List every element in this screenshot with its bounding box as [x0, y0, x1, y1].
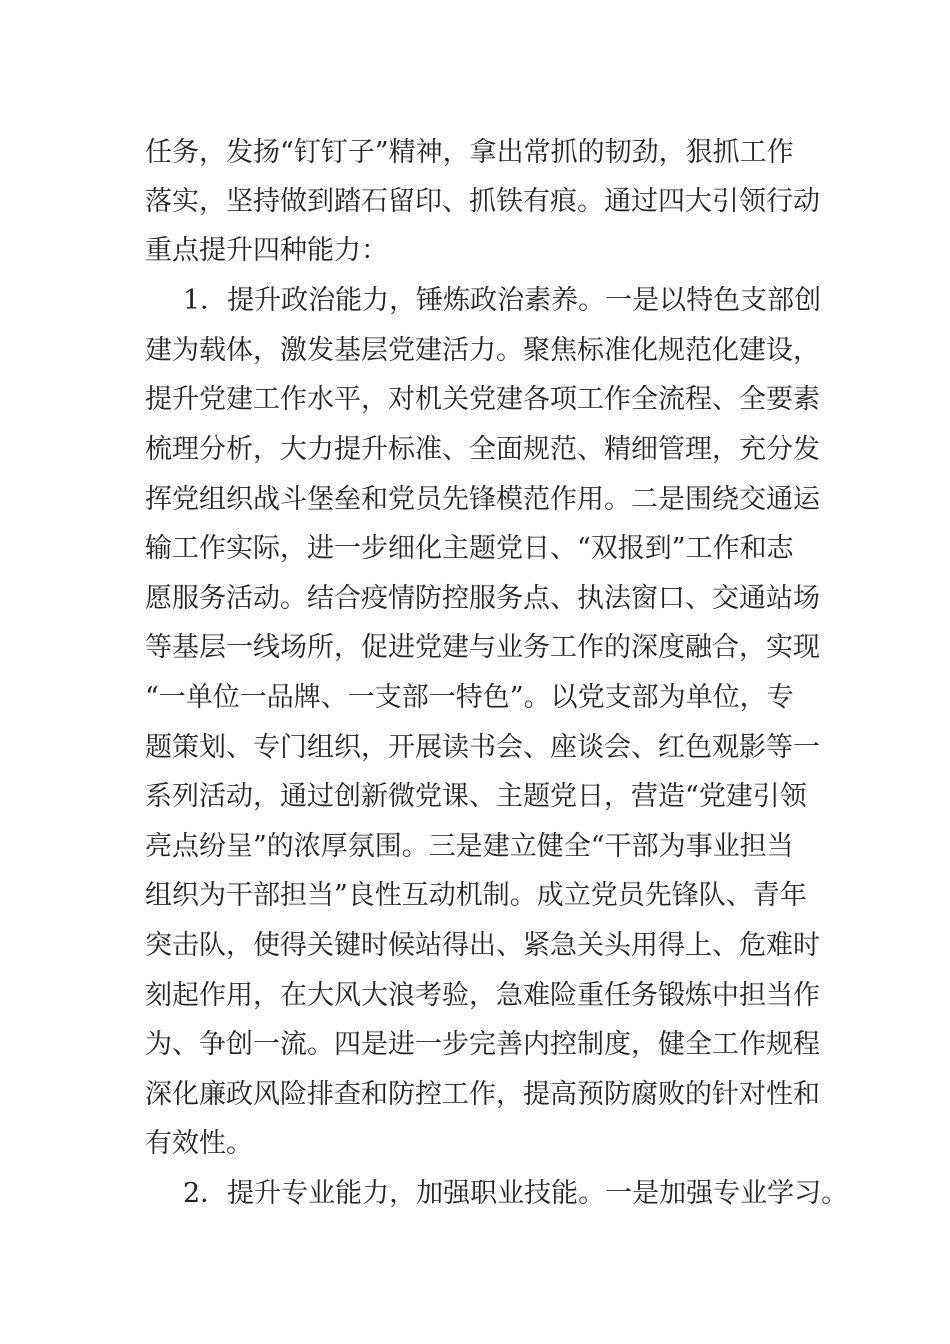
text-line: 突击队，使得关键时候站得出、紧急关头用得上、危难时 [145, 930, 820, 961]
paragraph-2-heading-line: 2．提升专业能力，加强职业技能。一是加强专业学习。 [183, 1178, 849, 1209]
text-line: 落实，坚持做到踏石留印、抓铁有痕。通过四大引领行动 [145, 186, 820, 217]
text-line: 亮点纷呈”的浓厚氛围。三是建立健全“干部为事业担当 [145, 831, 794, 862]
text-line: 为、争创一流。四是进一步完善内控制度，健全工作规程 [145, 1029, 820, 1060]
paragraph-1-heading-line: 1．提升政治能力，锤炼政治素养。一是以特色支部创 [183, 285, 822, 316]
text-line: 重点提升四种能力： [145, 235, 388, 266]
text-line: 输工作实际，进一步细化主题党日、“双报到”工作和志 [145, 533, 794, 564]
text-line: 愿服务活动。结合疫情防控服务点、执法窗口、交通站场 [145, 583, 820, 614]
text-line: 组织为干部担当”良性互动机制。成立党员先锋队、青年 [145, 880, 807, 911]
text-line: 系列活动，通过创新微党课、主题党日，营造“党建引领 [145, 781, 807, 812]
text-line: 梳理分析，大力提升标准、全面规范、精细管理，充分发 [145, 434, 820, 465]
text-line: 刻起作用，在大风大浪考验，急难险重任务锻炼中担当作 [145, 980, 820, 1011]
text-line: 任务，发扬“钉钉子”精神，拿出常抓的韧劲，狠抓工作 [145, 137, 794, 168]
text-line: 挥党组织战斗堡垒和党员先锋模范作用。二是围绕交通运 [145, 484, 820, 515]
text-line: 等基层一线场所，促进党建与业务工作的深度融合，实现 [145, 632, 820, 663]
text-line: “一单位一品牌、一支部一特色”。以党支部为单位，专 [145, 682, 794, 713]
text-line: 题策划、专门组织，开展读书会、座谈会、红色观影等一 [145, 732, 820, 763]
text-line: 深化廉政风险排查和防控工作，提高预防腐败的针对性和 [145, 1079, 820, 1110]
text-line: 提升党建工作水平，对机关党建各项工作全流程、全要素 [145, 384, 820, 415]
text-line: 有效性。 [145, 1128, 253, 1159]
text-line: 建为载体，激发基层党建活力。聚焦标准化规范化建设， [145, 335, 820, 366]
